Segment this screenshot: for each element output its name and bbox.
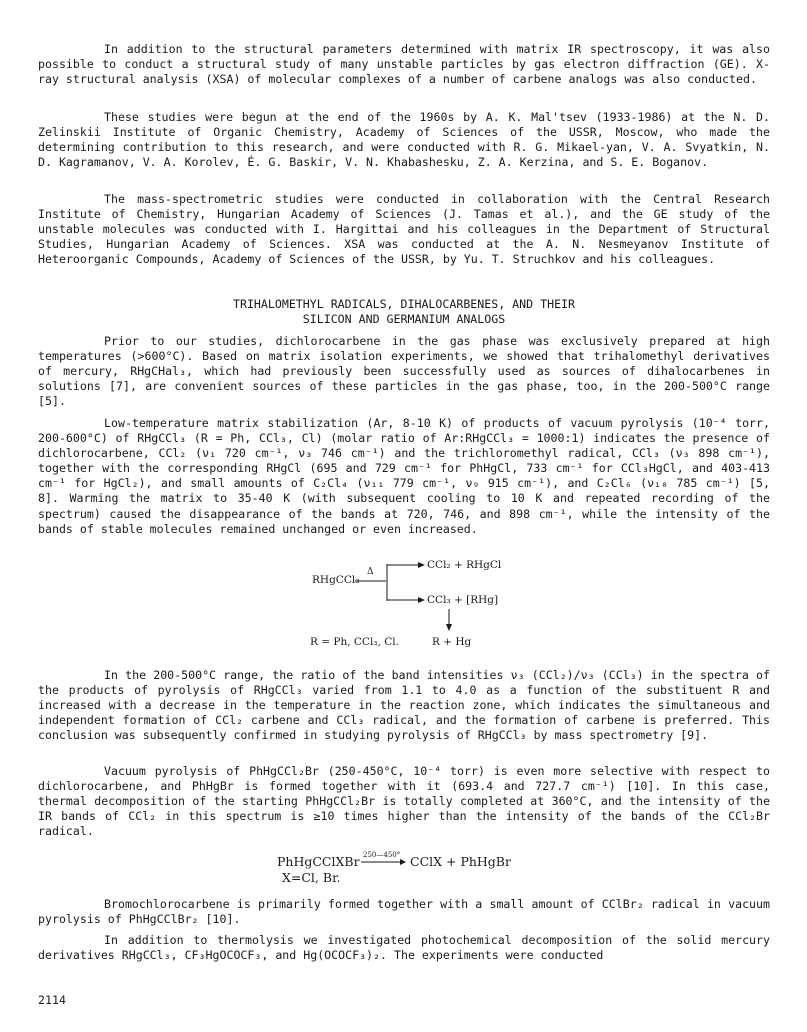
paragraph-photochemical: In addition to thermolysis we investigated photochemical decomposition of the solid mercury derivatives RHgCCl₃, CF₃HgOCOCF₃, and Hg(OCOCF₃)₂. The experiments were conducted (38, 933, 770, 963)
paragraph-history: These studies were begun at the end of the 1960s by A. K. Mal'tsev (1933-1986) at the N. D. Zelinskii Institute of Organic Chemistry, Academy of Sciences of the USSR, Moscow, who made the determining contribution to this research, and were conducted with R. G. Mikael-yan, V. A. Svyatkin, N. D. Kagramanov, V. A. Korolev, É. G. Baskir, V. N. Khabashesku, Z. A. Kerzina, and S. E. Boganov. (38, 110, 770, 170)
paragraph-band-intensities: In the 200-500°C range, the ratio of the band intensities ν₃ (CCl₂)/ν₃ (CCl₃) in the spectra of the products of pyrolysis of RHgCCl₃ varied from 1.1 to 4.0 as a function of the substituent R and increased with a decrease in the temperature in the reaction zone, which indicates the simultaneous and independent formation of CCl₂ carbene and CCl₃ radical, and the formation of carbene is preferred. This conclusion was subsequently confirmed in studying pyrolysis of RHgCCl₃ by mass spectrometry [9]. (38, 668, 770, 743)
paragraph-matrix-stabilization: Low-temperature matrix stabilization (Ar, 8-10 K) of products of vacuum pyrolysis (10⁻⁴ torr, 200-600°C) of RHgCCl₃ (R = Ph, CCl₃, Cl) (molar ratio of Ar:RHgCCl₃ = 1000:1) indicates the presence of dichlorocarbene, CCl₂ (ν₁ 720 cm⁻¹, ν₃ 746 cm⁻¹) and the trichloromethyl radical, CCl₃ (ν₃ 898 cm⁻¹), together with the corresponding RHgCl (695 and 729 cm⁻¹ for PhHgCl, 733 cm⁻¹ for CCl₃HgCl, and 403-413 cm⁻¹ for HgCl₂), and small amounts of C₂Cl₄ (ν₁₁ 779 cm⁻¹, ν₉ 915 cm⁻¹), and C₂Cl₆ (ν₁₀ 785 cm⁻¹) [5, 8]. Warming the matrix to 35-40 K (with subsequent cooling to 10 K and repeated recording of the spectrum) caused the disappearance of the bands at 720, 746, and 898 cm⁻¹, while the intensity of the bands of stable molecules remained unchanged or even increased. (38, 416, 770, 536)
scheme2-substituents: X=Cl, Br. (282, 870, 341, 885)
section-heading (38, 297, 770, 327)
paragraph-prior-studies: Prior to our studies, dichlorocarbene in the gas phase was exclusively prepared at high temperatures (>600°C). Based on matrix isolation experiments, we showed that trihalomethyl derivatives of mercury, RHgCHal₃, which had previously been successfully used as sources of dihalocarbenes in solutions [7], are convenient sources of these particles in the gas phase, too, in the 200-500°C range [5]. (38, 334, 770, 409)
scheme1-condition: Δ (367, 567, 374, 577)
paragraph-structural-study: In addition to the structural parameters determined with matrix IR spectroscopy, it was also possible to conduct a structural study of many unstable particles by gas electron diffraction (GE). X-ray structural analysis (XSA) of molecular complexes of a number of carbene analogs was also conducted. (38, 42, 770, 87)
section-heading-line2: SILICON AND GERMANIUM ANALOGS (302, 312, 506, 327)
paragraph-collaboration: The mass-spectrometric studies were conducted in collaboration with the Central Research Institute of Chemistry, Hungarian Academy of Sciences (J. Tamas et al.), and the GE study of the unstable molecules was conducted with I. Hargittai and his colleagues in the Department of Structural Studies, Hungarian Academy of Sciences. XSA was conducted at the A. N. Nesmeyanov Institute of Heteroorganic Compounds, Academy of Sciences of the USSR, by Yu. T. Struchkov and his colleagues. (38, 192, 770, 267)
scheme1-substituents-block (310, 633, 430, 649)
scheme1-product-final: R + Hg (432, 636, 472, 648)
scheme2-condition: 250—450° (363, 851, 401, 859)
paragraph-bromochlorocarbene: Bromochlorocarbene is primarily formed together with a small amount of CClBr₂ radical in vacuum pyrolysis of PhHgCClBr₂ [10]. (38, 897, 770, 927)
scheme1-reactant: RHgCCl₃ (312, 574, 360, 586)
scheme1-final-block (432, 633, 512, 649)
paragraph-vacuum-pyrolysis: Vacuum pyrolysis of PhHgCCl₂Br (250-450°C, 10⁻⁴ torr) is even more selective with respect to dichlorocarbene, and PhHgBr is formed together with it (693.4 and 727.7 cm⁻¹) [10]. In this case, thermal decomposition of the starting PhHgCCl₂Br is totally completed at 360°C, and the intensity of the IR bands of CCl₂ in this spectrum is ≥10 times higher than the intensity of the bands of the CCl₂Br radical. (38, 764, 770, 839)
scheme1-product-bottom: CCl₃ + [RHg] (427, 594, 499, 606)
scheme2-reactant: PhHgCClXBr (277, 854, 360, 869)
scheme2-products: CClX + PhHgBr (410, 854, 511, 869)
scheme1-product-top: CCl₂ + RHgCl (427, 559, 502, 571)
page-number: 2114 (38, 993, 66, 1007)
scheme1-substituents: R = Ph, CCl₃, Cl. (310, 636, 399, 648)
section-heading-line1: TRIHALOMETHYL RADICALS, DIHALOCARBENES, AND THEIR (232, 297, 576, 311)
reaction-scheme-2 (277, 848, 537, 888)
